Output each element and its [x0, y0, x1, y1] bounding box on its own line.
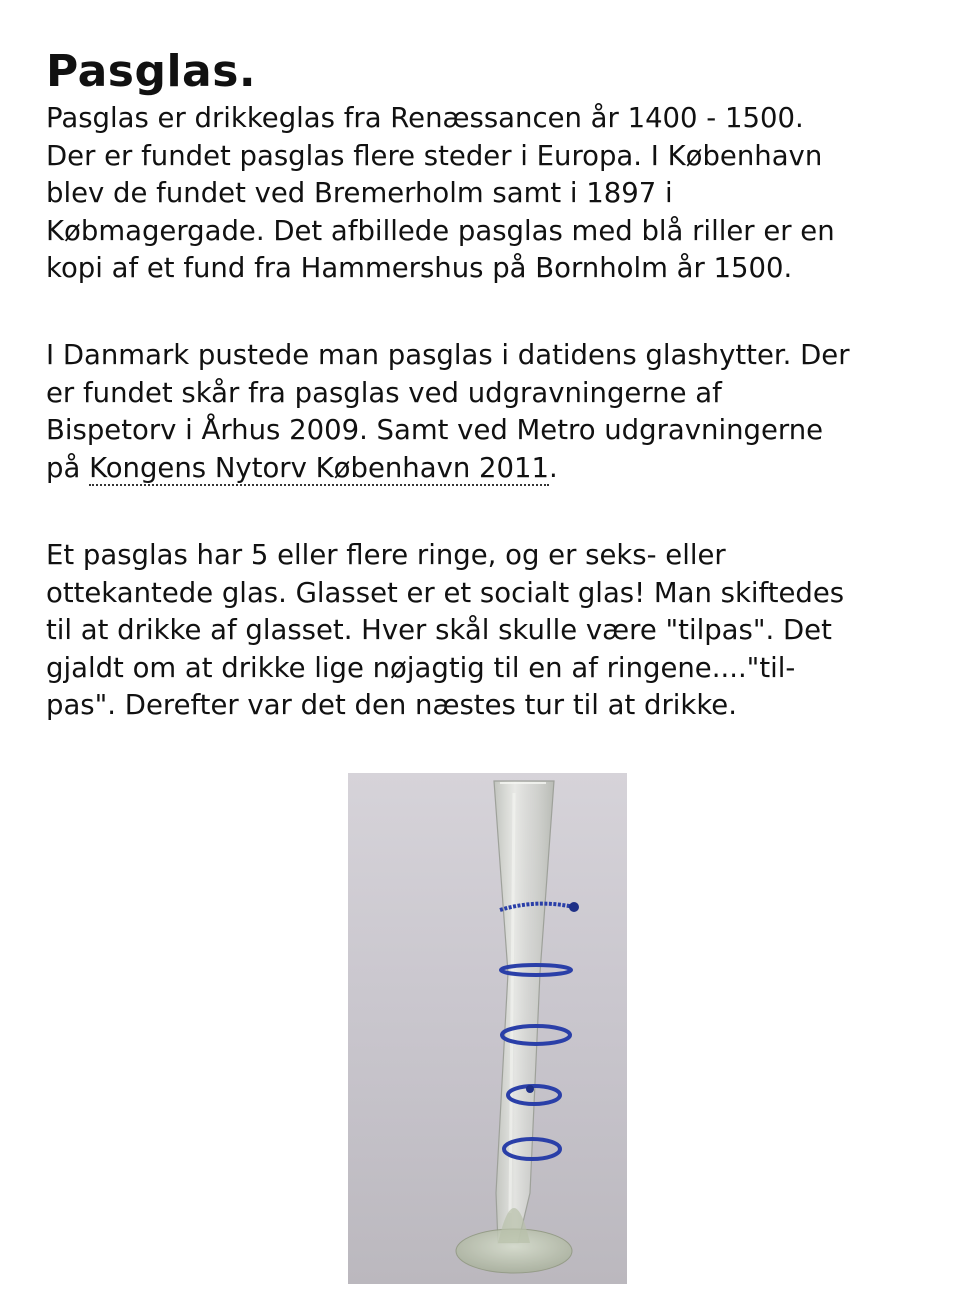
text-line: Der er fundet pasglas flere steder i Europa. I København: [46, 139, 823, 172]
text-line: er fundet skår fra pasglas ved udgravningerne af: [46, 376, 722, 409]
pasglas-illustration: [348, 773, 627, 1284]
kongens-nytorv-link[interactable]: Kongens Nytorv København 2011: [89, 451, 550, 484]
paragraph-usage: [46, 537, 936, 725]
glass-body: [494, 781, 554, 1243]
text-line: Købmagergade. Det afbillede pasglas med blå riller er en: [46, 214, 835, 247]
paragraph-history: [46, 100, 936, 288]
page-title: Pasglas.: [46, 46, 257, 97]
text-line: I Danmark pustede man pasglas i datidens glashytter. Der: [46, 339, 850, 371]
paragraph-denmark: [46, 337, 936, 487]
text-line: gjaldt om at drikke lige nøjagtig til en af ringene...."til-: [46, 651, 796, 684]
text-line: Et pasglas har 5 eller flere ringe, og er seks- eller: [46, 539, 726, 571]
text-fragment: på: [46, 451, 90, 484]
pasglas-photo: [348, 773, 627, 1284]
text-line: pas". Derefter var det den næstes tur til at drikke.: [46, 689, 737, 722]
text-line: blev de fundet ved Bremerholm samt i 1897 i: [46, 177, 673, 210]
text-line: til at drikke af glasset. Hver skål skulle være "tilpas". Det: [46, 614, 832, 647]
text-fragment: .: [549, 451, 558, 484]
text-line: Pasglas er drikkeglas fra Renæssancen år 1400 - 1500.: [46, 102, 804, 134]
text-line: kopi af et fund fra Hammershus på Bornholm år 1500.: [46, 252, 793, 285]
text-line: ottekantede glas. Glasset er et socialt glas! Man skiftedes: [46, 576, 845, 609]
text-line: [46, 450, 936, 488]
text-line: Bispetorv i Århus 2009. Samt ved Metro udgravningerne: [46, 414, 824, 447]
